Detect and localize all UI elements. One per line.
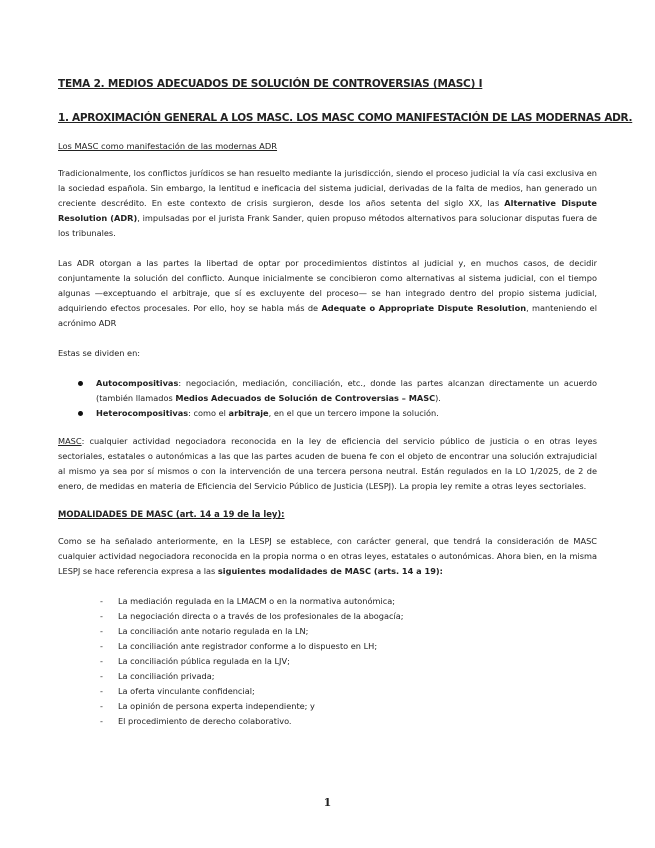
paragraph-text: , manteniendo el acrónimo ADR: [58, 303, 597, 328]
paragraph-masc-definition: [58, 434, 597, 494]
document-title: TEMA 2. MEDIOS ADECUADOS DE SOLUCIÓN DE CONTROVERSIAS (MASC) I: [58, 78, 483, 90]
bold-term: Heterocompositivas: [96, 408, 189, 418]
list-item-text: , en el que un tercero impone la solución.: [268, 408, 439, 418]
list-item: [96, 406, 597, 421]
paragraph-division: Estas se dividen en:: [58, 348, 141, 358]
paragraph-text: Las ADR otorgan a las partes la libertad de optar por procedimientos distintos al judicial y, en muchos casos, de decidir conjuntamente la solución del conflicto. Aunque inicialmente se concibieron como alternativas al sistema judicial, con el tiempo algunas —exceptuando el arbitraje, que sí es excluyente del proceso— se han integrado dentro del propio sistema judicial, adquiriendo efectos procesales. Por ello, hoy se habla más de: [58, 258, 597, 313]
list-item: [96, 376, 597, 406]
subsection-title: Los MASC como manifestación de las modernas ADR: [58, 141, 278, 151]
list-item: - La conciliación privada;: [118, 669, 597, 684]
list-item: - La oferta vinculante confidencial;: [118, 684, 597, 699]
modalidades-heading: MODALIDADES DE MASC (art. 14 a 19 de la ley):: [58, 509, 285, 519]
list-item: - El procedimiento de derecho colaborativo.: [118, 714, 597, 729]
bullet-list: [58, 376, 597, 421]
list-item-text: : negociación, mediación, conciliación, etc., donde las partes alcanzan directamente un acuerdo (también llamados: [96, 378, 597, 403]
section-title: 1. APROXIMACIÓN GENERAL A LOS MASC. LOS MASC COMO MANIFESTACIÓN DE LAS MODERNAS ADR.: [58, 112, 633, 124]
list-item: - La conciliación ante registrador conforme a lo dispuesto en LH;: [118, 639, 597, 654]
underlined-term: MASC: [58, 436, 82, 446]
paragraph-modalidades: [58, 534, 597, 579]
page-number: 1: [323, 796, 332, 809]
bold-term: Medios Adecuados de Solución de Controversias – MASC: [175, 393, 436, 403]
list-item: - La negociación directa o a través de los profesionales de la abogacía;: [118, 609, 597, 624]
list-item-text: : como el: [188, 408, 229, 418]
bold-term: Alternative Dispute Resolution (ADR): [58, 198, 597, 223]
paragraph-text: : cualquier actividad negociadora reconocida en la ley de eficiencia del servicio público de justicia o en otras leyes sectoriales, estatales o autonómicas a las que las partes acuden de buena fe con el objeto de encontrar una solución extrajudicial al mismo ya sea por sí mismos o con la intervención de una tercera persona neutral. Están regulados en la LO 1/2025, de 2 de enero, de medidas en materia de Eficiencia del Servicio Público de Justicia (LESPJ). La propia ley remite a otras leyes sectoriales.: [58, 436, 597, 491]
list-item: - La conciliación ante notario regulada en la LN;: [118, 624, 597, 639]
bold-term: Autocompositivas: [96, 378, 179, 388]
paragraph-text: , impulsadas por el jurista Frank Sander, quien propuso métodos alternativos para solucionar disputas fuera de los tribunales.: [58, 213, 597, 238]
paragraph-text: Tradicionalmente, los conflictos jurídicos se han resuelto mediante la jurisdicción, siendo el proceso judicial la vía casi exclusiva en la sociedad española. Sin embargo, la lentitud e ineficacia del sistema judicial, derivadas de la falta de medios, han generado un creciente descrédito. En este contexto de crisis surgieron, desde los años setenta del siglo XX, las: [58, 168, 597, 208]
paragraph-adr: [58, 256, 597, 331]
paragraph-text: Como se ha señalado anteriormente, en la LESPJ se establece, con carácter general, que tendrá la consideración de MASC cualquier actividad negociadora reconocida en la propia norma o en otras leyes, estatales o autonómicas. Ahora bien, en la misma LESPJ se hace referencia expresa a las: [58, 536, 597, 576]
bold-term: Adequate o Appropriate Dispute Resolution: [321, 303, 527, 313]
list-item: - La conciliación pública regulada en la LJV;: [118, 654, 597, 669]
list-item: - La opinión de persona experta independiente; y: [118, 699, 597, 714]
paragraph-intro: [58, 166, 597, 241]
list-item: - La mediación regulada en la LMACM o en la normativa autonómica;: [118, 594, 597, 609]
modalidades-list: [58, 594, 597, 729]
bold-term: arbitraje: [228, 408, 269, 418]
bold-term: siguientes modalidades de MASC (arts. 14 a 19):: [217, 566, 443, 576]
list-item-text: ).: [435, 393, 441, 403]
